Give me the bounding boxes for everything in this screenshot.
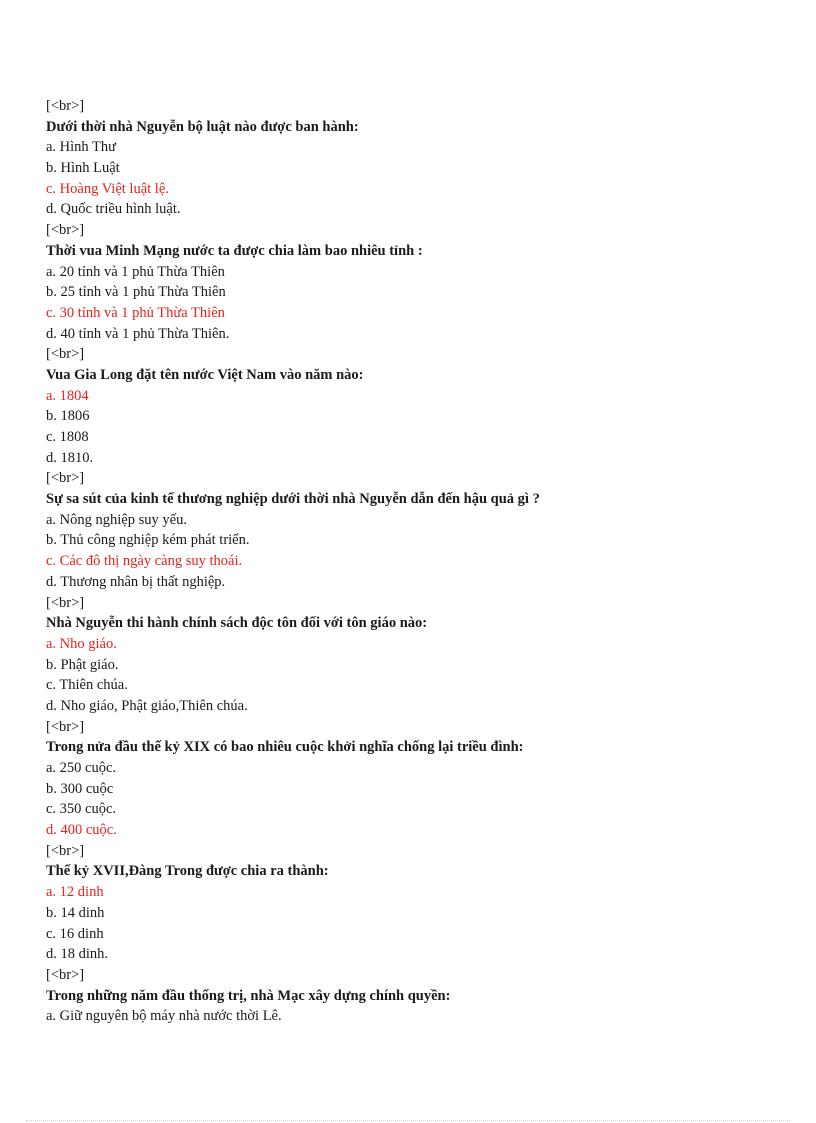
page-bottom-divider (26, 1120, 790, 1121)
question-text: Thế kỷ XVII,Đàng Trong được chia ra thành: (46, 863, 329, 880)
answer-option: d. Quốc triều hình luật. (46, 201, 181, 218)
separator-marker: [<br>] (46, 594, 85, 611)
question-text: Nhà Nguyễn thi hành chính sách độc tôn đối với tôn giáo nào: (46, 615, 428, 632)
separator-marker: [<br>] (46, 346, 85, 363)
question-text: Trong nửa đầu thế kỷ XIX có bao nhiêu cuộc khởi nghĩa chống lại triều đình: (46, 739, 524, 756)
answer-option: b. 1806 (46, 408, 90, 425)
separator-marker: [<br>] (46, 966, 85, 983)
answer-option-correct: a. 1804 (46, 387, 89, 404)
answer-option-correct: c. 30 tỉnh và 1 phủ Thừa Thiên (46, 304, 225, 321)
answer-option-correct: d. 400 cuộc. (46, 822, 117, 839)
separator-marker: [<br>] (46, 718, 85, 735)
answer-option-correct: c. Các đô thị ngày càng suy thoái. (46, 553, 243, 570)
question-text: Sự sa sút của kinh tế thương nghiệp dưới thời nhà Nguyễn dẫn đến hậu quả gì ? (46, 491, 540, 508)
answer-option: b. 25 tỉnh và 1 phủ Thừa Thiên (46, 284, 226, 301)
answer-option: b. Hình Luật (46, 160, 120, 177)
answer-option: a. Giữ nguyên bộ máy nhà nước thời Lê. (46, 1008, 282, 1025)
separator-marker: [<br>] (46, 222, 85, 239)
answer-option: b. 300 cuộc (46, 780, 114, 797)
answer-option-correct: a. 12 dinh (46, 884, 104, 901)
answer-option: c. 1808 (46, 429, 89, 445)
separator-marker: [<br>] (46, 842, 85, 859)
separator-marker: [<br>] (46, 98, 85, 114)
answer-option: d. Thương nhân bị thất nghiệp. (46, 573, 226, 590)
separator-marker: [<br>] (46, 470, 85, 487)
answer-option: d. 40 tỉnh và 1 phủ Thừa Thiên. (46, 325, 230, 342)
question-text: Dưới thời nhà Nguyễn bộ luật nào được ban hành: (46, 118, 359, 135)
answer-option: b. 14 dinh (46, 904, 105, 921)
answer-option: b. Phật giáo. (46, 656, 119, 673)
answer-option: a. Hình Thư (46, 139, 117, 156)
answer-option: d. 1810. (46, 449, 94, 466)
answer-option-correct: a. Nho giáo. (46, 635, 117, 652)
question-text: Vua Gia Long đặt tên nước Việt Nam vào năm nào: (46, 366, 364, 383)
answer-option: c. 350 cuộc. (46, 801, 117, 818)
question-text: Thời vua Minh Mạng nước ta được chia làm bao nhiêu tỉnh : (46, 242, 423, 259)
answer-option: a. 20 tỉnh và 1 phủ Thừa Thiên (46, 263, 225, 280)
answer-option: d. 18 dinh. (46, 946, 109, 963)
answer-option: a. 250 cuộc. (46, 760, 117, 776)
answer-option-correct: c. Hoàng Việt luật lệ. (46, 180, 169, 197)
document-body (46, 96, 786, 1027)
question-text: Trong những năm đầu thống trị, nhà Mạc xây dựng chính quyền: (46, 987, 451, 1004)
answer-option: c. 16 dinh (46, 925, 104, 942)
answer-option: b. Thủ công nghiệp kém phát triển. (46, 532, 250, 549)
answer-option: d. Nho giáo, Phật giáo,Thiên chúa. (46, 697, 248, 714)
answer-option: a. Nông nghiệp suy yếu. (46, 511, 187, 528)
answer-option: c. Thiên chúa. (46, 677, 128, 694)
